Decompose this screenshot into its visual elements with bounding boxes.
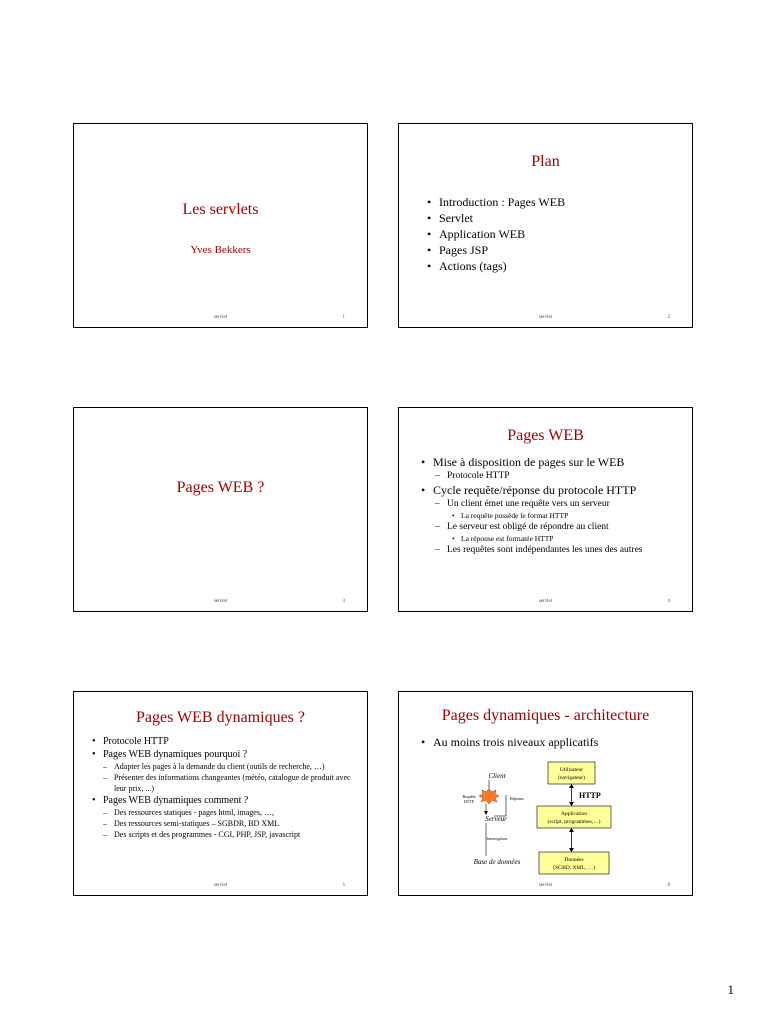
interrogation-label: Interrogation bbox=[486, 836, 508, 841]
slide-footer: servlet bbox=[538, 315, 553, 320]
http-label: HTTP bbox=[579, 791, 601, 800]
list-item: • Pages JSP bbox=[427, 242, 678, 258]
slide-number: 2 bbox=[667, 315, 670, 320]
slide-number: 1 bbox=[342, 315, 345, 320]
serveur-label: Serveur bbox=[485, 815, 507, 823]
list-item: – Présenter des informations changeantes (météo, catalogue de produit avec leur prix, ...) bbox=[92, 772, 357, 794]
slide-title: Pages WEB dynamiques ? bbox=[135, 709, 305, 726]
list-item: • Cycle requête/réponse du protocole HTTP bbox=[421, 482, 678, 498]
list-item: • Mise à disposition de pages sur le WEB bbox=[421, 454, 678, 470]
bullet-list bbox=[421, 454, 678, 556]
list-item: – Des scripts et des programmes - CGI, PHP, JSP, javascript bbox=[92, 829, 357, 840]
slide-6 bbox=[398, 691, 693, 896]
arrow-down-icon bbox=[569, 802, 574, 806]
requete-http-label: HTTP bbox=[464, 799, 474, 804]
slide-number: 3 bbox=[342, 599, 345, 604]
list-item: – Protocole HTTP bbox=[421, 470, 678, 482]
slide-footer: servlet bbox=[538, 599, 553, 604]
page-number: 1 bbox=[727, 982, 734, 997]
bdd-label: Base de données bbox=[473, 858, 521, 866]
list-item: • Pages WEB dynamiques comment ? bbox=[92, 794, 357, 807]
slide-number: 6 bbox=[667, 883, 670, 888]
slide-number: 4 bbox=[667, 599, 670, 604]
slide-title: Les servlets bbox=[182, 201, 259, 218]
list-item: – Les requêtes sont indépendantes les unes des autres bbox=[421, 544, 678, 556]
arrow-down-icon bbox=[569, 848, 574, 852]
slide-4 bbox=[398, 407, 693, 612]
bullet-list bbox=[427, 194, 678, 274]
list-item: • La réponse est formatée HTTP bbox=[421, 533, 678, 544]
slide-footer: servlet bbox=[213, 883, 228, 888]
list-item: – Des ressources statiques - pages html, images, …, bbox=[92, 807, 357, 818]
slide-title: Pages WEB ? bbox=[176, 479, 265, 496]
list-item: • Au moins trois niveaux applicatifs bbox=[421, 734, 678, 750]
arrow-up-icon bbox=[569, 784, 574, 788]
slide-footer: servlet bbox=[213, 315, 228, 320]
box-label: (script, programmes,…) bbox=[547, 819, 601, 825]
client-label: Client bbox=[488, 772, 506, 780]
list-item: • Application WEB bbox=[427, 226, 678, 242]
slide-1 bbox=[73, 123, 368, 328]
slide-footer: servlet bbox=[213, 599, 228, 604]
slide-5 bbox=[73, 691, 368, 896]
reponse-label: Réponse bbox=[510, 796, 524, 801]
box-label: Données bbox=[564, 857, 584, 863]
slide-title: Plan bbox=[531, 153, 560, 170]
list-item: • Servlet bbox=[427, 210, 678, 226]
requete-label: Requête bbox=[462, 794, 476, 799]
slide-3 bbox=[73, 407, 368, 612]
bullet-list bbox=[92, 735, 357, 840]
slide-title: Pages WEB bbox=[507, 427, 584, 444]
box-label: (navigateur) bbox=[558, 775, 585, 781]
slide-title: Pages dynamiques - architecture bbox=[441, 707, 650, 724]
box-label: (SGBD, XML, …) bbox=[553, 865, 595, 871]
slide-subtitle: Yves Bekkers bbox=[190, 244, 251, 256]
list-item: • Introduction : Pages WEB bbox=[427, 194, 678, 210]
list-item: – Un client émet une requête vers un serveur bbox=[421, 498, 678, 510]
slide-number: 5 bbox=[342, 883, 345, 888]
list-item: – Adapter les pages à la demande du client (outils de recherche, …) bbox=[92, 761, 357, 772]
list-item: • La requête possède le format HTTP bbox=[421, 510, 678, 521]
slide-2 bbox=[398, 123, 693, 328]
slide-footer: servlet bbox=[538, 883, 553, 888]
server-burst-icon bbox=[479, 789, 499, 804]
arrow-up-icon bbox=[569, 828, 574, 832]
architecture-diagram bbox=[399, 692, 694, 897]
list-item: • Pages WEB dynamiques pourquoi ? bbox=[92, 748, 357, 761]
list-item: – Des ressources semi-statiques – SGBDR, BD XML bbox=[92, 818, 357, 829]
list-item: • Protocole HTTP bbox=[92, 735, 357, 748]
list-item: • Actions (tags) bbox=[427, 258, 678, 274]
box-label: Utilisateur bbox=[559, 767, 584, 773]
box-label: Application bbox=[561, 811, 587, 817]
list-item: – Le serveur est obligé de répondre au client bbox=[421, 521, 678, 533]
